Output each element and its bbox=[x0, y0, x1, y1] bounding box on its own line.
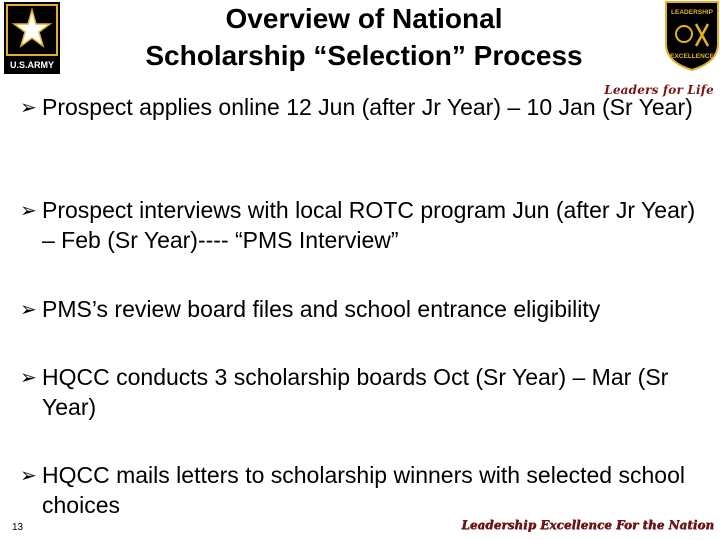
rotc-shield-logo bbox=[664, 0, 720, 72]
arrow-bullet-icon: ➢ bbox=[20, 198, 37, 222]
arrow-bullet-icon: ➢ bbox=[20, 463, 37, 487]
bullet-item bbox=[20, 195, 700, 255]
tagline-top: Leaders for Life bbox=[604, 83, 714, 97]
slide-title bbox=[70, 0, 658, 74]
arrow-bullet-icon: ➢ bbox=[20, 95, 37, 119]
bullet-item bbox=[20, 92, 700, 122]
bullet-text: Prospect interviews with local ROTC program Jun (after Jr Year) – Feb (Sr Year)---- “PMS Interview” bbox=[42, 197, 696, 253]
arrow-bullet-icon: ➢ bbox=[20, 365, 37, 389]
rotc-logo-bottom-text: EXCELLENCE bbox=[670, 53, 714, 60]
army-logo-text: U.S.ARMY bbox=[9, 60, 55, 70]
bullet-text: HQCC mails letters to scholarship winners with selected school choices bbox=[42, 462, 685, 518]
bullet-item bbox=[20, 294, 700, 324]
page-number: 13 bbox=[12, 522, 24, 533]
bullet-item bbox=[20, 460, 700, 520]
arrow-bullet-icon: ➢ bbox=[20, 297, 37, 321]
tagline-bottom: Leadership Excellence For the Nation bbox=[461, 518, 714, 532]
bullet-text: HQCC conducts 3 scholarship boards Oct (Sr Year) – Mar (Sr Year) bbox=[42, 364, 669, 420]
bullet-item bbox=[20, 362, 700, 422]
bullet-text: Prospect applies online 12 Jun (after Jr Year) – 10 Jan (Sr Year) bbox=[42, 94, 693, 120]
us-army-logo bbox=[4, 2, 60, 74]
bullet-text: PMS’s review board files and school entrance eligibility bbox=[42, 296, 601, 322]
rotc-logo-top-text: LEADERSHIP bbox=[671, 9, 713, 16]
title-line-2: Scholarship “Selection” Process bbox=[145, 40, 583, 71]
title-line-1: Overview of National bbox=[225, 3, 503, 34]
